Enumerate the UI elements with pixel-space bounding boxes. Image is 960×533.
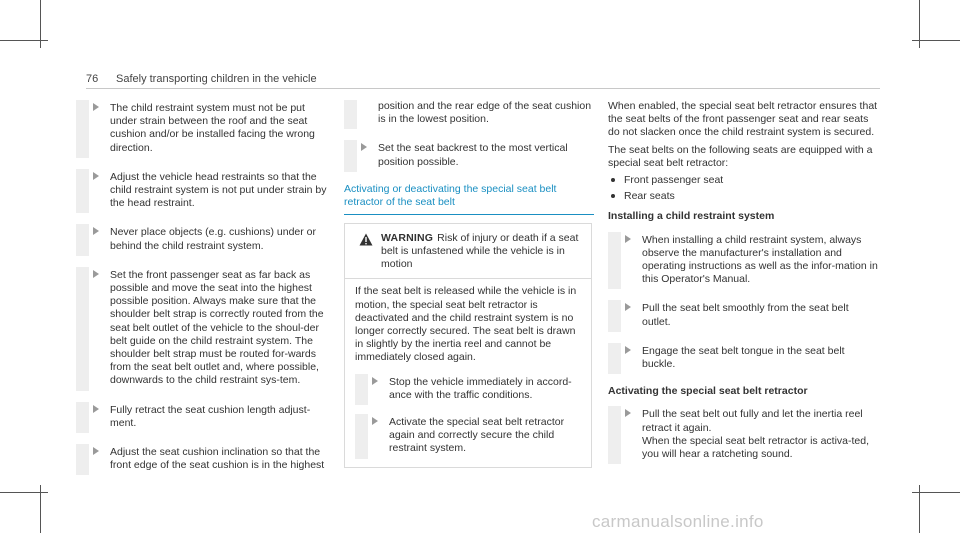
instruction-step <box>608 406 880 464</box>
step-arrow-icon <box>93 447 99 455</box>
instruction-step <box>608 343 880 374</box>
step-arrow-icon <box>93 172 99 180</box>
step-text: The child restraint system must not be put under strain between the roof and the seat cushion and/or be installed facing the wrong direction. <box>110 102 315 154</box>
crop-mark <box>0 492 48 493</box>
page-header <box>86 70 886 90</box>
instruction-step <box>608 300 880 331</box>
step-text: position and the rear edge of the seat cushion is in the lowest position. <box>378 100 592 126</box>
step-arrow-icon <box>372 417 378 425</box>
warning-text: Risk of injury or death if a seat belt is unfastened while the vehicle is in motion <box>381 231 579 271</box>
step-text: Engage the seat belt tongue in the seat belt buckle. <box>642 344 845 371</box>
instruction-step <box>76 267 330 391</box>
crop-mark <box>0 40 48 41</box>
instruction-step <box>355 374 581 405</box>
step-text: Set the seat backrest to the most vertical position possible. <box>378 142 568 168</box>
step-text: Stop the vehicle immediately in accord-ance with the traffic conditions. <box>389 375 572 401</box>
warning-divider <box>345 278 591 279</box>
warning-body: If the seat belt is released while the vehicle is in motion, the special seat belt retractor is deactivated and the child restraint system is no longer correctly secured. The seat belt is drawn in slightly by the inertia reel and cannot be immediately closed again. <box>355 285 577 364</box>
step-text: Set the front passenger seat as far back as possible and move the seat into the highest possible position. Always make sure that the shoulder belt strap is correctly routed from the seat belt outlet of the vehicle to the shoul-der belt guide on the child restraint system. The shoulder belt strap must be routed for-wards from the seat belt outlet and, where possible, downwards to the child restraint sys-tem. <box>110 268 324 387</box>
step-arrow-icon <box>625 346 631 354</box>
step-arrow-icon <box>372 377 378 385</box>
step-text: Adjust the vehicle head restraints so that the child restraint system is not put under strain by the head restraint. <box>110 170 327 210</box>
instruction-step <box>76 444 330 475</box>
step-text: Never place objects (e.g. cushions) under or behind the child restraint system. <box>110 226 317 252</box>
step-arrow-icon <box>93 405 99 413</box>
instruction-step <box>76 224 330 255</box>
page-number: 76 <box>86 73 99 85</box>
step-text: Pull the seat belt out fully and let the inertia reel retract it again. <box>642 408 863 434</box>
instruction-step <box>344 100 594 129</box>
subheading: Installing a child restraint system <box>608 210 775 223</box>
step-arrow-icon <box>361 143 367 151</box>
instruction-step <box>76 402 330 433</box>
step-text: Fully retract the seat cushion length adjust-ment. <box>110 403 311 429</box>
column-middle <box>344 100 594 468</box>
watermark: carmanualsonline.info <box>592 512 764 531</box>
instruction-step <box>76 100 330 158</box>
step-text: When installing a child restraint system, always observe the manufacturer's installation and operating instructions as well as the infor-mation in this Operator's Manual. <box>642 233 878 286</box>
intro-paragraph: When enabled, the special seat belt retractor ensures that the seat belts of the front passenger seat and rear seats do not slacken once the child restraint system is secured. <box>608 100 878 139</box>
seat-list <box>608 174 880 203</box>
step-arrow-icon <box>625 235 631 243</box>
step-arrow-icon <box>93 227 99 235</box>
warning-box <box>344 223 592 468</box>
instruction-step <box>344 140 594 171</box>
warning-header <box>355 232 581 272</box>
step-text: Adjust the seat cushion inclination so that the front edge of the seat cushion is in the highest <box>110 446 325 472</box>
step-arrow-icon <box>93 270 99 278</box>
page-title: Safely transporting children in the vehicle <box>116 73 317 85</box>
step-arrow-icon <box>625 409 631 417</box>
section-title: Activating or deactivating the special seat belt retractor of the seat belt <box>344 183 594 215</box>
warning-triangle-icon <box>359 233 373 246</box>
intro-paragraph: The seat belts on the following seats are equipped with a special seat belt retractor: <box>608 143 873 169</box>
column-left <box>76 100 330 486</box>
step-arrow-icon <box>625 303 631 311</box>
instruction-step <box>76 169 330 214</box>
header-divider <box>86 88 880 89</box>
list-item: Rear seats <box>608 190 880 203</box>
warning-label: WARNING <box>381 231 434 244</box>
crop-mark <box>912 40 960 41</box>
list-item: Front passenger seat <box>608 174 880 187</box>
step-result-text: When the special seat belt retractor is activa-ted, you will hear a ratcheting sound. <box>642 434 870 461</box>
column-right <box>608 100 880 475</box>
instruction-step <box>608 232 880 290</box>
subheading: Activating the special seat belt retractor <box>608 385 808 398</box>
step-arrow-icon <box>93 103 99 111</box>
instruction-step <box>355 414 581 459</box>
step-text: Pull the seat belt smoothly from the seat belt outlet. <box>642 302 849 328</box>
crop-mark <box>912 492 960 493</box>
step-text: Activate the special seat belt retractor again and correctly secure the child restraint system. <box>389 416 565 455</box>
